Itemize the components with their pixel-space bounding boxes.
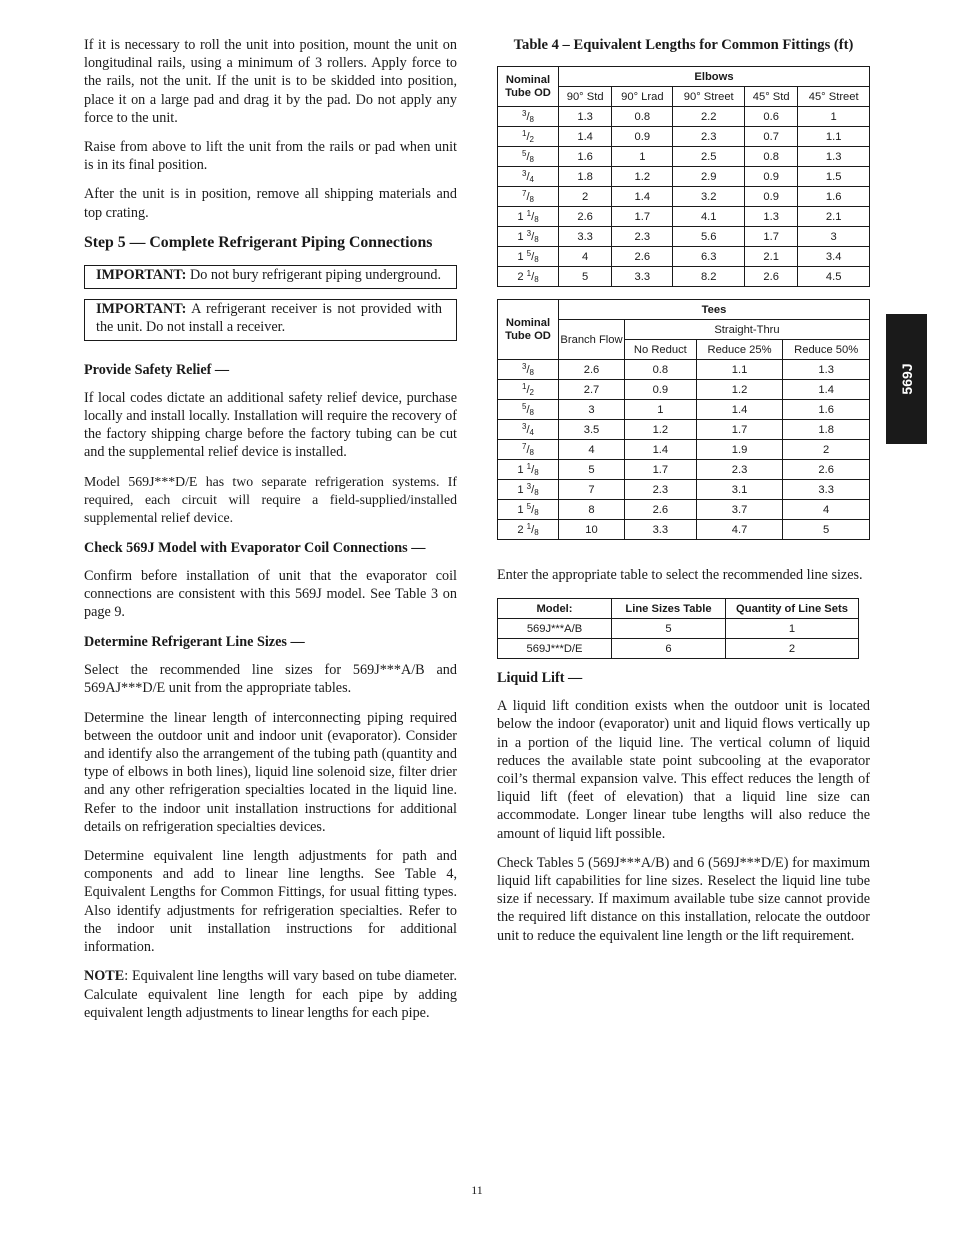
- tube-od-denominator: 8: [529, 195, 534, 204]
- table4-caption: Table 4 – Equivalent Lengths for Common Fittings (ft): [513, 37, 854, 53]
- table-cell: 2.1: [798, 207, 870, 227]
- table-row: [498, 267, 870, 287]
- tube-od-cell: 1 $^3/_8$: [498, 227, 559, 247]
- check-model-heading: Check 569J Model with Evaporator Coil Connections —: [84, 539, 426, 556]
- line-sizes-paragraph-1: Select the recommended line sizes for 569J***A/B and 569AJ***D/E unit from the appropriate tables.: [84, 662, 457, 697]
- tube-od-denominator: 8: [534, 468, 539, 477]
- table-cell: 5: [612, 619, 726, 639]
- table-cell: 0.8: [625, 360, 697, 380]
- table-cell: 1.4: [783, 380, 870, 400]
- tube-od-numerator: 3: [521, 109, 527, 118]
- safety-relief-paragraph-1: If local codes dictate an additional safety relief device, purchase locally and install locally. Installation will require the recovery of the factory shipping charge before the factory tubing can be cut and the supplemental relief device is installed.: [84, 389, 457, 461]
- tube-od-cell: $^7/_8$: [498, 440, 559, 460]
- table-cell: 4: [559, 440, 625, 460]
- column-header: 90° Street: [673, 87, 745, 107]
- tube-od-cell: $^5/_8$: [498, 147, 559, 167]
- table-cell: 1.3: [745, 207, 798, 227]
- tube-od-whole: 1: [517, 464, 527, 476]
- table-cell: 2.3: [612, 227, 673, 247]
- table-row: [498, 400, 870, 420]
- table-cell: 1.6: [798, 187, 870, 207]
- tube-od-numerator: 5: [526, 502, 532, 511]
- tube-od-denominator: 8: [529, 155, 534, 164]
- table-cell: 8.2: [673, 267, 745, 287]
- table-cell: 4.1: [673, 207, 745, 227]
- table-cell: 4.5: [798, 267, 870, 287]
- right-column: [497, 36, 870, 956]
- tube-od-cell: 2 $^1/_8$: [498, 520, 559, 540]
- important-text: A refrigerant receiver is not provided with the unit. Do not install a receiver.: [96, 300, 442, 335]
- table-row: [498, 639, 859, 659]
- tube-od-cell: $^3/_8$: [498, 360, 559, 380]
- table-cell: 5.6: [673, 227, 745, 247]
- table-row: [498, 207, 870, 227]
- table-cell: 2.3: [625, 480, 697, 500]
- table-cell: 5: [783, 520, 870, 540]
- tube-od-whole: 1: [517, 504, 527, 516]
- table-cell: 2.6: [625, 500, 697, 520]
- table-cell: 10: [559, 520, 625, 540]
- liquid-lift-paragraph-2: Check Tables 5 (569J***A/B) and 6 (569J***D/E) for maximum liquid lift capabilities for line sizes. Reselect the liquid line tube size if necessary. If maximum available tube size cannot provide the required lift distance on this installation, relocate the outdoor unit to reduce the equivalent line length or the lift requirement.: [497, 854, 870, 944]
- tube-od-whole: 2: [517, 271, 527, 283]
- table-cell: 3.5: [559, 420, 625, 440]
- elbows-table: [497, 66, 870, 287]
- tube-od-denominator: 4: [529, 428, 534, 437]
- table-cell: 2.3: [696, 460, 783, 480]
- tube-od-numerator: 3: [521, 362, 527, 371]
- table-cell: 6.3: [673, 247, 745, 267]
- tube-od-cell: $^3/_4$: [498, 167, 559, 187]
- tube-od-denominator: 8: [534, 255, 539, 264]
- table-cell: 0.6: [745, 107, 798, 127]
- tube-od-numerator: 3: [521, 422, 527, 431]
- column-header: 45° Std: [745, 87, 798, 107]
- table-cell: 1.6: [559, 147, 612, 167]
- table-cell: 2.6: [745, 267, 798, 287]
- tube-od-numerator: 5: [521, 402, 527, 411]
- tube-od-whole: 1: [517, 251, 527, 263]
- table-cell: 0.9: [745, 167, 798, 187]
- important-label: IMPORTANT:: [96, 266, 187, 283]
- tube-od-numerator: 5: [526, 249, 532, 258]
- table-row: [498, 480, 870, 500]
- table-row: [498, 420, 870, 440]
- table-row: [498, 227, 870, 247]
- enter-table-paragraph: Enter the appropriate table to select the recommended line sizes.: [497, 567, 863, 583]
- table-cell: 1.1: [696, 360, 783, 380]
- table-cell: 1.3: [559, 107, 612, 127]
- tube-od-numerator: 1: [521, 129, 527, 138]
- tube-od-numerator: 1: [526, 522, 532, 531]
- table-cell: 1: [612, 147, 673, 167]
- tube-od-denominator: 8: [529, 448, 534, 457]
- step5-heading: Step 5 — Complete Refrigerant Piping Connections: [84, 233, 433, 251]
- tube-od-whole: 2: [517, 524, 527, 536]
- table-row: [498, 520, 870, 540]
- important-notice-receiver: [84, 299, 457, 341]
- table-cell: 4: [559, 247, 612, 267]
- tube-od-denominator: 2: [529, 135, 534, 144]
- page-number: 11: [471, 1183, 483, 1197]
- line-sizes-heading: Determine Refrigerant Line Sizes —: [84, 634, 305, 651]
- tube-od-denominator: 8: [534, 235, 539, 244]
- table-cell: 4: [783, 500, 870, 520]
- table-cell: 3.3: [612, 267, 673, 287]
- table-cell: 0.7: [745, 127, 798, 147]
- roll-unit-paragraph: If it is necessary to roll the unit into position, mount the unit on longitudinal rails, using a minimum of 3 rollers. Apply force to the rails, not the unit. If the unit is to be skidded into position, place it on a large pad and drag it by the pad. Do not apply any force to the unit.: [84, 37, 457, 126]
- table-cell: 1: [798, 107, 870, 127]
- safety-relief-heading: Provide Safety Relief —: [84, 361, 230, 378]
- table-cell: 0.8: [745, 147, 798, 167]
- table-cell: 2.3: [673, 127, 745, 147]
- column-header: Model:: [498, 599, 612, 619]
- tube-od-denominator: 8: [529, 368, 534, 377]
- table-cell: 1.3: [783, 360, 870, 380]
- table-cell: 4.7: [696, 520, 783, 540]
- table-cell: 0.8: [612, 107, 673, 127]
- table-cell: 0.9: [625, 380, 697, 400]
- tube-od-denominator: 8: [534, 275, 539, 284]
- tube-od-whole: 1: [517, 211, 527, 223]
- table-cell: 1.1: [798, 127, 870, 147]
- tube-od-cell: $^7/_8$: [498, 187, 559, 207]
- column-header: Reduce 25%: [696, 340, 783, 360]
- table-cell: 2: [783, 440, 870, 460]
- table-cell: 2.7: [559, 380, 625, 400]
- table-row: [498, 107, 870, 127]
- line-sizes-paragraph-3: Determine equivalent line length adjustments for path and components and add to linear line lengths. See Table 4, Equivalent Lengths for Common Fittings, for usual fitting types. Also identify adjustments for refrigeration specialties. Refer to the indoor unit installation instructions for additional information.: [84, 848, 457, 956]
- tube-od-cell: $^3/_8$: [498, 107, 559, 127]
- table-cell: 2.6: [559, 360, 625, 380]
- tees-group-header: Tees: [559, 300, 870, 320]
- left-column: [84, 36, 457, 1033]
- tube-od-numerator: 1: [526, 209, 532, 218]
- table-cell: 1.4: [625, 440, 697, 460]
- table-cell: 5: [559, 267, 612, 287]
- table-cell: 569J***A/B: [498, 619, 612, 639]
- model-line-sizes-table: [497, 598, 859, 659]
- table-cell: 1.2: [625, 420, 697, 440]
- tube-od-cell: 1 $^1/_8$: [498, 460, 559, 480]
- tube-od-cell: 2 $^1/_8$: [498, 267, 559, 287]
- table-cell: 1.7: [612, 207, 673, 227]
- tube-od-numerator: 1: [526, 269, 532, 278]
- table-cell: 2.6: [612, 247, 673, 267]
- tube-od-cell: $^1/_2$: [498, 127, 559, 147]
- table-cell: 1.2: [612, 167, 673, 187]
- note-paragraph: [84, 967, 457, 1022]
- tube-od-whole: 1: [517, 231, 527, 243]
- table-cell: 1.6: [783, 400, 870, 420]
- elbows-group-header: Elbows: [559, 67, 870, 87]
- tube-od-numerator: 3: [526, 229, 532, 238]
- tube-od-denominator: 8: [534, 488, 539, 497]
- table-cell: 2.1: [745, 247, 798, 267]
- table-row: [498, 380, 870, 400]
- important-text: Do not bury refrigerant piping underground.: [186, 266, 442, 283]
- table-cell: 8: [559, 500, 625, 520]
- table-cell: 2.9: [673, 167, 745, 187]
- table-cell: 1.9: [696, 440, 783, 460]
- tube-od-cell: 1 $^3/_8$: [498, 480, 559, 500]
- table-row: [498, 147, 870, 167]
- table-row: [498, 247, 870, 267]
- table-cell: 1.8: [783, 420, 870, 440]
- table-cell: 2.6: [783, 460, 870, 480]
- table-row: [498, 167, 870, 187]
- table-row: [498, 440, 870, 460]
- table-cell: 6: [612, 639, 726, 659]
- table-row: [498, 360, 870, 380]
- column-header: Line Sizes Table: [612, 599, 726, 619]
- tube-od-cell: $^3/_4$: [498, 420, 559, 440]
- tube-od-denominator: 8: [534, 528, 539, 537]
- nominal-tube-od-header: Nominal Tube OD: [498, 67, 559, 107]
- important-notice-bury: [84, 265, 457, 289]
- check-model-paragraph: Confirm before installation of unit that the evaporator coil connections are consistent with this 569J model. See Table 3 on page 9.: [84, 567, 457, 621]
- table-cell: 0.9: [745, 187, 798, 207]
- table-cell: 1: [625, 400, 697, 420]
- table-cell: 3: [559, 400, 625, 420]
- tube-od-denominator: 8: [534, 508, 539, 517]
- table-cell: 1.4: [696, 400, 783, 420]
- tube-od-cell: 1 $^5/_8$: [498, 247, 559, 267]
- column-header: Reduce 50%: [783, 340, 870, 360]
- nominal-tube-od-header: Nominal Tube OD: [498, 300, 559, 360]
- table-cell: 3.3: [625, 520, 697, 540]
- table-cell: 7: [559, 480, 625, 500]
- table-cell: 1.4: [612, 187, 673, 207]
- safety-relief-paragraph-2: Model 569J***D/E has two separate refrigeration systems. If required, each circuit will require a field-supplied/installed supplemental relief device.: [84, 473, 457, 525]
- table-cell: 3.2: [673, 187, 745, 207]
- table-cell: 0.9: [612, 127, 673, 147]
- table-cell: 2: [726, 639, 859, 659]
- table-cell: 1.2: [696, 380, 783, 400]
- tube-od-cell: 1 $^1/_8$: [498, 207, 559, 227]
- note-label: NOTE: [84, 968, 125, 985]
- table-cell: 1: [726, 619, 859, 639]
- tube-od-denominator: 8: [534, 215, 539, 224]
- tube-od-numerator: 1: [526, 462, 532, 471]
- table-cell: 2.2: [673, 107, 745, 127]
- column-header: Quantity of Line Sets: [726, 599, 859, 619]
- tube-od-numerator: 7: [521, 189, 527, 198]
- raise-unit-paragraph: Raise from above to lift the unit from the rails or pad when unit is in its final position.: [84, 139, 457, 174]
- table-row: [498, 460, 870, 480]
- table-cell: 1.4: [559, 127, 612, 147]
- tube-od-denominator: 4: [529, 175, 534, 184]
- tube-od-denominator: 8: [529, 115, 534, 124]
- table-cell: 2.6: [559, 207, 612, 227]
- table-cell: 1.5: [798, 167, 870, 187]
- table-cell: 1.3: [798, 147, 870, 167]
- column-header: 90° Lrad: [612, 87, 673, 107]
- table-cell: 3.3: [783, 480, 870, 500]
- table-row: [498, 187, 870, 207]
- tube-od-cell: $^5/_8$: [498, 400, 559, 420]
- tube-od-cell: 1 $^5/_8$: [498, 500, 559, 520]
- table-cell: 3: [798, 227, 870, 247]
- tube-od-numerator: 3: [521, 169, 527, 178]
- column-header: 90° Std: [559, 87, 612, 107]
- tube-od-numerator: 7: [521, 442, 527, 451]
- important-label: IMPORTANT:: [96, 300, 187, 317]
- straight-thru-header: Straight-Thru: [625, 320, 870, 340]
- line-sizes-paragraph-2: Determine the linear length of interconnecting piping required between the outdoor unit and indoor unit (evaporator). Consider and identify also the arrangement of the tubing path (quantity and type of elbows in both lines), liquid line solenoid size, filter drier and any other refrigeration specialties located in the liquid line. Refer to the indoor unit installation instructions for additional details on refrigeration specialties devices.: [84, 709, 457, 835]
- table-cell: 3.3: [559, 227, 612, 247]
- tube-od-numerator: 3: [526, 482, 532, 491]
- tube-od-numerator: 1: [521, 382, 527, 391]
- table-cell: 3.4: [798, 247, 870, 267]
- tube-od-cell: $^1/_2$: [498, 380, 559, 400]
- tube-od-denominator: 2: [529, 388, 534, 397]
- table-row: [498, 619, 859, 639]
- table-row: [498, 500, 870, 520]
- tube-od-denominator: 8: [529, 408, 534, 417]
- liquid-lift-paragraph-1: A liquid lift condition exists when the outdoor unit is located below the indoor (evaporator) unit and liquid flows vertically up in a portion of the liquid line. The vertical column of liquid reduces the available state point subcooling at the evaporator coil’s thermal expansion valve. This effect reduces the length of liquid lift (feet of elevation) that a liquid line size can accommodate. Longer linear tube lengths will also reduce the amount of liquid lift possible.: [497, 698, 870, 842]
- liquid-lift-heading: Liquid Lift —: [497, 670, 583, 687]
- table-cell: 2.5: [673, 147, 745, 167]
- table-cell: 1.7: [625, 460, 697, 480]
- table-cell: 5: [559, 460, 625, 480]
- tees-table: [497, 299, 870, 540]
- table-cell: 569J***D/E: [498, 639, 612, 659]
- table-cell: 3.1: [696, 480, 783, 500]
- column-header: No Reduct: [625, 340, 697, 360]
- remove-shipping-paragraph: After the unit is in position, remove all shipping materials and top crating.: [84, 186, 457, 221]
- table-cell: 1.7: [745, 227, 798, 247]
- table-cell: 2: [559, 187, 612, 207]
- table-row: [498, 127, 870, 147]
- column-header: 45° Street: [798, 87, 870, 107]
- tube-od-numerator: 5: [521, 149, 527, 158]
- note-text: : Equivalent line lengths will vary based on tube diameter. Calculate equivalent line length for each pipe by adding equivalent length adjustments to linear lengths for each pipe.: [84, 968, 457, 1021]
- tube-od-whole: 1: [517, 484, 527, 496]
- table-cell: 1.8: [559, 167, 612, 187]
- table-cell: 1.7: [696, 420, 783, 440]
- section-side-tab: [886, 314, 927, 444]
- table-cell: 3.7: [696, 500, 783, 520]
- side-tab-label: 569J: [898, 363, 915, 395]
- branch-flow-header: Branch Flow: [559, 320, 625, 360]
